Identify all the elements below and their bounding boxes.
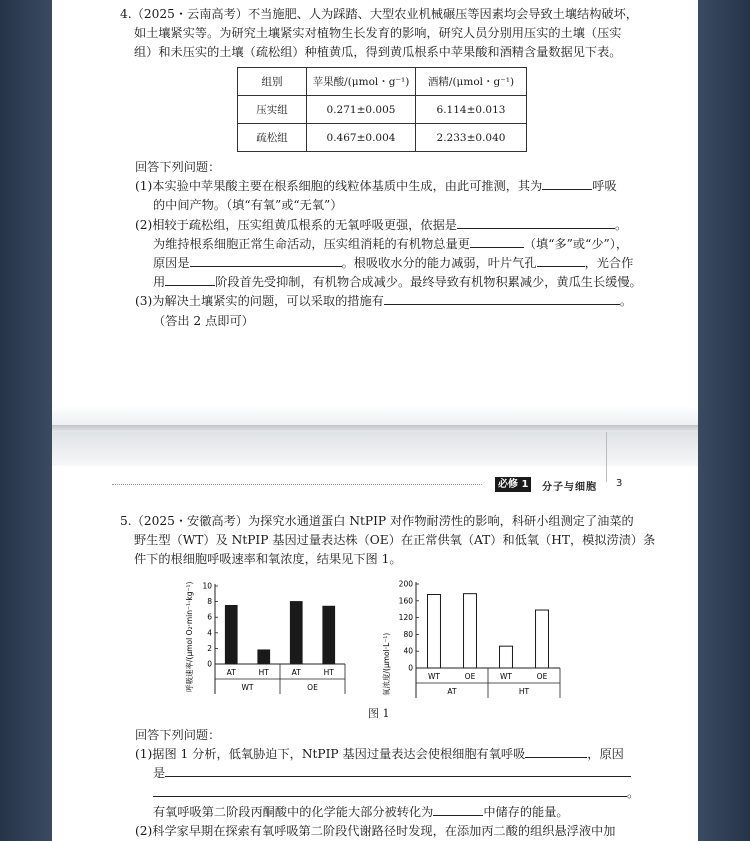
q4-line-2: 如土壤紧实等。为研究土壤紧实对植物生长发育的影响，研究人员分别用压实的土壤（压实 [134, 26, 622, 41]
table-header-cell: 苹果酸/(μmol・g⁻¹) [307, 68, 416, 96]
table-cell: 0.467±0.004 [307, 124, 416, 152]
y-tick-label: 160 [398, 596, 413, 606]
running-header [112, 477, 698, 493]
table-row [238, 96, 527, 124]
x-tick-label: AT [291, 668, 301, 677]
q5-line-3: 件下的根细胞呼吸速率和氧浓度，结果见下图 1。 [134, 552, 402, 567]
x-tick-label: WT [500, 672, 512, 681]
q4-line-1: 4.（2025・云南高考）不当施肥、人为踩踏、大型农业机械碾压等因素均会导致土壤结构破坏， [120, 7, 638, 21]
bar [225, 606, 237, 665]
answer-blank[interactable] [525, 745, 587, 758]
page-edge-line [606, 432, 607, 482]
table-header-row [238, 68, 527, 96]
bar [323, 606, 335, 664]
q5-prompt: 回答下列问题： [135, 728, 221, 742]
q4-s2-line-3: 原因是 。根吸收水分的能力减弱，叶片气孔 ，光合作 [153, 256, 634, 271]
bar [290, 602, 302, 664]
page-number: 3 [616, 478, 623, 489]
group-label: OE [307, 683, 318, 692]
respiration-rate-chart [183, 578, 363, 698]
y-tick-label: 120 [398, 613, 413, 623]
x-tick-label: HT [323, 668, 334, 677]
table-cell: 6.114±0.013 [416, 96, 527, 124]
y-axis-label: 氧浓度/(μmol·L⁻¹) [382, 632, 391, 696]
q4-s1-line-2: 的中间产物。（填“有氧”或“无氧”） [153, 198, 343, 213]
table-cell: 压实组 [238, 96, 307, 124]
bar [428, 595, 441, 669]
q4-prompt: 回答下列问题： [135, 160, 221, 174]
y-tick-label: 80 [403, 629, 413, 639]
bar [500, 646, 513, 668]
q4-subquestions [135, 158, 642, 331]
q4-line-3: 组）和未压实的土壤（疏松组）种植黄瓜，得到黄瓜根系中苹果酸和酒精含量数据见下表。 [134, 45, 622, 60]
module-tag: 必修 1 [495, 477, 531, 492]
q4-s2-line-4: 用 阶段首先受抑制，有机物合成减少。最终导致有机物积累减少，黄瓜生长缓慢。 [153, 275, 642, 290]
q5-s1-line-4: 有氧呼吸第二阶段丙酮酸中的化学能大部分被转化为 中储存的能量。 [153, 804, 569, 819]
q4-s1-line: (1)本实验中苹果酸主要在根系细胞的线粒体基质中生成，由此可推测，其为 呼吸 [135, 179, 617, 194]
q4-data-table [237, 67, 527, 152]
answer-blank[interactable] [190, 254, 342, 267]
answer-blank[interactable] [433, 803, 483, 816]
left-margin [0, 0, 52, 841]
table-row [238, 124, 527, 152]
question-4 [120, 5, 638, 63]
table-cell: 2.233±0.040 [416, 124, 527, 152]
answer-blank[interactable] [384, 292, 620, 305]
y-tick-label: 8 [207, 597, 212, 607]
figure-caption: 图 1 [368, 707, 390, 720]
x-tick-label: OE [536, 672, 548, 681]
x-tick-label: AT [226, 668, 236, 677]
table-header-cell: 组别 [238, 68, 307, 96]
group-label: WT [241, 683, 254, 692]
group-label: AT [447, 687, 457, 696]
oxygen-concentration-chart [380, 578, 570, 698]
answer-blank[interactable] [153, 784, 627, 797]
y-tick-label: 200 [398, 579, 413, 589]
module-title: 分子与细胞 [542, 482, 597, 493]
y-tick-label: 6 [207, 612, 212, 622]
y-tick-label: 40 [403, 646, 413, 656]
q5-line-1: 5.（2025・安徽高考）为探究水通道蛋白 NtPIP 对作物耐涝性的影响，科研小组测定了油菜的 [120, 514, 634, 528]
bar [464, 594, 477, 668]
answer-blank[interactable] [542, 177, 592, 190]
y-tick-label: 0 [408, 663, 413, 673]
y-tick-label: 10 [202, 581, 212, 591]
y-axis-label: 呼吸速率/(μmol O₂·min⁻¹·kg⁻¹) [185, 581, 194, 692]
q4-s2-line-2: 为维持根系细胞正常生命活动，压实组消耗的有机物总量更 （填“多”或“少”）， [153, 236, 629, 251]
y-tick-label: 0 [207, 659, 212, 669]
question-5 [120, 512, 655, 570]
q4-s2-line: (2)相较于疏松组，压实组黄瓜根系的无氧呼吸更强，依据是 。 [135, 217, 628, 232]
x-tick-label: HT [258, 668, 269, 677]
bar [258, 650, 270, 664]
q4-s3-line: (3)为解决土壤紧实的问题，可以采取的措施有 。 [135, 294, 633, 309]
page-gutter [52, 425, 698, 432]
right-margin [698, 0, 750, 841]
bar [536, 610, 549, 668]
header-dotted-rule [112, 484, 482, 485]
q5-s1-line-3: 。 [135, 784, 639, 803]
answer-blank[interactable] [537, 254, 585, 267]
answer-blank[interactable] [457, 216, 615, 229]
x-tick-label: OE [464, 672, 476, 681]
answer-blank[interactable] [470, 235, 524, 248]
y-tick-label: 2 [207, 643, 212, 653]
q5-line-2: 野生型（WT）及 NtPIP 基因过量表达株（OE）在正常供氧（AT）和低氧（HT，模拟涝渍）条 [134, 533, 656, 548]
q5-s2-line: (2)科学家早期在探索有氧呼吸第二阶段代谢路径时发现，在添加丙二酸的组织悬浮液中加 [135, 824, 616, 839]
answer-blank[interactable] [165, 764, 631, 777]
x-tick-label: WT [428, 672, 440, 681]
q5-subquestions [135, 726, 639, 841]
q5-s1-line-2: 是 [135, 764, 639, 783]
table-cell: 0.271±0.005 [307, 96, 416, 124]
answer-blank[interactable] [165, 273, 215, 286]
y-tick-label: 4 [207, 628, 212, 638]
group-label: HT [518, 687, 530, 696]
table-cell: 疏松组 [238, 124, 307, 152]
q5-s1-line: (1)据图 1 分析，低氧胁迫下，NtPIP 基因过量表达会使根细胞有氧呼吸 ，原因 [135, 747, 624, 762]
table-header-cell: 酒精/(μmol・g⁻¹) [416, 68, 527, 96]
q4-s3-line-2: （答出 2 点即可） [153, 313, 254, 328]
